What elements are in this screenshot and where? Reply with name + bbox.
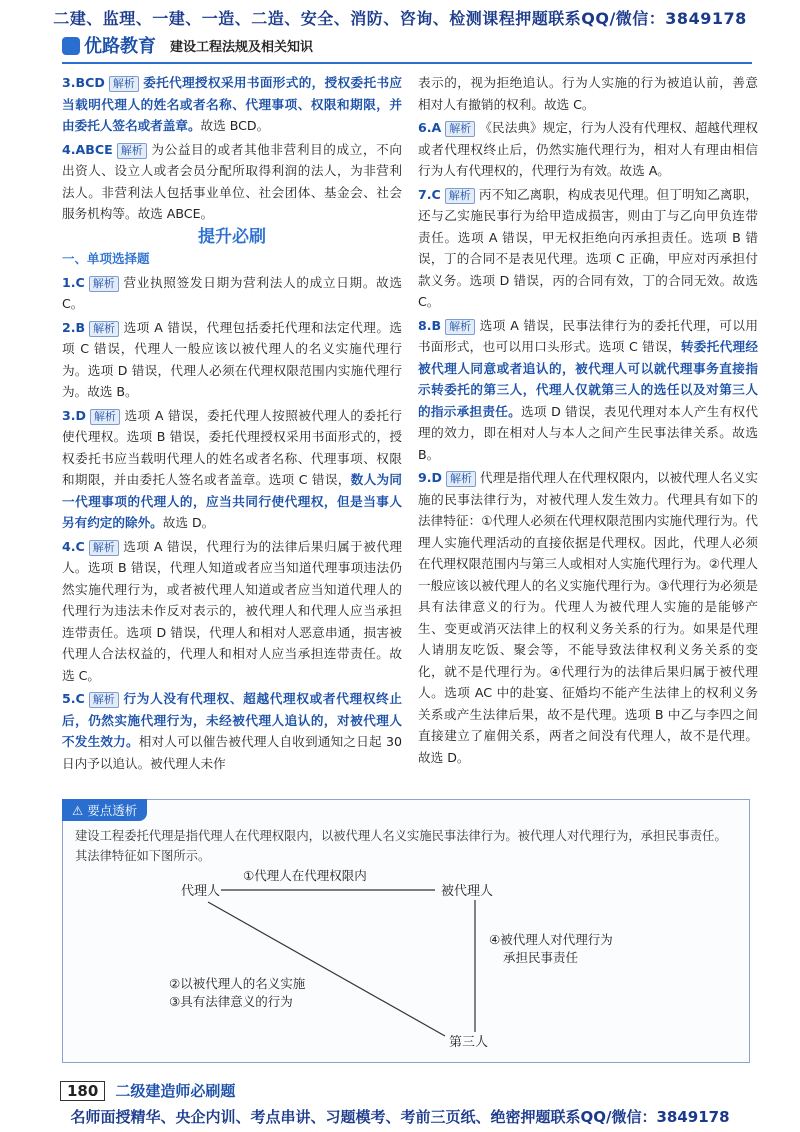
analysis-tag: 解析 [89, 321, 119, 337]
answer-item [418, 467, 758, 768]
analysis-tag: 解析 [89, 540, 119, 556]
answer-number: 8.B [418, 317, 442, 333]
answer-highlight: 转委托代理经被代理人同意或者追认的，被代理人可以就代理事务直接指示转委托的第三人，代理人仅就第三人的选任以及对第三人的指示承担责任。 [418, 339, 758, 419]
analysis-tag: 解析 [89, 692, 119, 708]
answer-number: 5.C [62, 691, 85, 706]
answer-item [62, 272, 402, 315]
answer-item [418, 184, 758, 313]
answer-text: 选项 A 错误，委托代理人按照被代理人的委托行使代理权。选项 B 错误，委托代理授权采用书面形式的，授权委托书应当载明代理人的姓名或者名称、代理事项、权限和期限，并由委托人签名或者盖章。选项 C 错误， [62, 407, 402, 487]
answer-text: 表示的，视为拒绝追认。行为人实施的行为被追认前，善意相对人有撤销的权利。故选 C。 [418, 75, 758, 112]
answer-text: 丙不知乙离职，构成表见代理。但丁明知乙离职，还与乙实施民事行为给甲造成损害，则由丁与乙向甲负连带责任。选项 A 错误，甲无权拒绝向丙承担责任。选项 B 错误，丁的合同不是表见代理。选项 C 正确，甲应对丙承担付款义务。选项 D 错误，丙的合同有效，丁的合同无效。故选 C。 [418, 186, 758, 309]
analysis-tag: 解析 [89, 276, 119, 292]
answer-number: 3.D [62, 407, 87, 423]
subject-title: 建设工程法规及相关知识 [170, 39, 314, 55]
answer-item [62, 139, 402, 225]
key-points-tag-label: 要点透析 [87, 803, 138, 818]
answer-text: 为公益目的或者其他非营利目的成立，不向出资人、设立人或者会员分配所取得利润的法人，为非营利法人。非营利法人包括事业单位、社会团体、基金会、社会服务机构等。故选 ABCE。 [62, 141, 402, 221]
node-principal: 被代理人 [441, 884, 494, 899]
answer-item [418, 117, 758, 182]
label-liability-1: ④被代理人对代理行为 [489, 932, 613, 947]
answer-text: 《民法典》规定，行为人没有代理权、超越代理权或者代理权终止后，仍然实施代理行为，相对人有理由相信行为人有代理权的，代理行为有效。故选 A。 [418, 120, 758, 178]
answer-number: 3.BCD [62, 75, 105, 90]
answer-item [62, 317, 402, 403]
answer-text: 选项 A 错误，代理包括委托代理和法定代理。选项 C 错误，代理人一般应该以被代理人的名义实施代理行为。选项 D 错误，代理人必须在代理权限范围内实施代理行为。故选 B。 [62, 319, 402, 399]
top-banner: 二建、监理、一建、一造、二造、安全、消防、咨询、检测课程押题联系QQ/微信：3849178 [53, 9, 747, 28]
brand-logo [62, 32, 156, 58]
left-column [62, 72, 402, 776]
answer-item [62, 405, 402, 534]
page-number: 180 [60, 1081, 105, 1101]
answer-item [418, 72, 758, 115]
analysis-tag: 解析 [109, 76, 139, 92]
logo-text: 优路教育 [84, 36, 156, 57]
analysis-tag: 解析 [445, 319, 475, 335]
answer-number: 4.C [62, 538, 85, 554]
answer-highlight: 行为人没有代理权、超越代理权或者代理权终止后，仍然实施代理行为，未经被代理人追认的，对被代理人不发生效力。 [62, 691, 402, 749]
answer-item [62, 72, 402, 137]
answer-number: 6.A [418, 120, 442, 135]
node-third: 第三人 [449, 1035, 489, 1050]
answer-text: 代理是指代理人在代理权限内，以被代理人名义实施的民事法律行为，对被代理人发生效力。代理具有如下的法律特征：①代理人必须在代理权限范围内实施代理行为。代理人实施代理活动的直接依据是代理权。因此，代理人必须在代理权限范围内与第三人或相对人实施代理行为。②代理人一般应该以被代理人的名义实施代理行为。③代理行为必须是具有法律意义的行为。代理人为被代理人实施的是能够产生、变更或消灭法律上的权利义务关系的行为。如果是代理人请朋友吃饭、聚会等，不能导致法律权利义务关系的变化，就不是代理行为。④代理行为的法律后果归属于被代理人。选项 AC 中的赴宴、征婚均不能产生法律上的权利义务关系或产生法律后果，故不是代理。选项 B 中乙与李四之间直接建立了雇佣关系，两者之间没有代理人，故不是代理。故选 D。 [418, 470, 758, 765]
answer-text-tail: 相对人可以催告被代理人自收到通知之日起 30 日内予以追认。被代理人未作 [62, 734, 403, 771]
label-authority-scope: ①代理人在代理权限内 [243, 868, 367, 883]
analysis-tag: 解析 [90, 409, 120, 425]
answer-number: 2.B [62, 319, 86, 335]
key-points-text: 建设工程委托代理是指代理人在代理权限内，以被代理人名义实施民事法律行为。被代理人对代理行为，承担民事责任。其法律特征如下图所示。 [75, 829, 727, 863]
analysis-tag: 解析 [117, 143, 147, 159]
logo-icon [62, 37, 80, 55]
answer-highlight: 委托代理授权采用书面形式的，授权委托书应当载明代理人的姓名或者名称、代理事项、权限和期限，并由委托人签名或者盖章。 [62, 75, 402, 133]
agency-diagram [63, 800, 749, 1062]
key-points-tag: ⚠ 要点透析 [62, 799, 147, 821]
answer-text: 选项 A 错误，代理行为的法律后果归属于被代理人。选项 B 错误，代理人知道或者应当知道代理事项违法仍然实施代理行为，或者被代理人知道或者应当知道代理人的代理行为违法未作反对表示的，被代理人和代理人应当承担连带责任。选项 D 错误，代理人和相对人恶意串通，损害被代理人合法权益的，代理人和相对人应当承担连带责任。故选 C。 [62, 538, 402, 683]
answer-number: 1.C [62, 274, 85, 290]
section-title: 提升必刷 [198, 226, 266, 247]
edge-agent-third [208, 902, 445, 1036]
page-footer [60, 1080, 235, 1101]
answer-text-tail: 选项 D 错误，表见代理对本人产生有权代理的效力，即在相对人与本人之间产生民事法律关系。故选 B。 [418, 403, 758, 462]
label-liability-2: 承担民事责任 [503, 950, 579, 965]
label-in-name-of: ②以被代理人的名义实施 [169, 976, 306, 991]
book-title: 二级建造师必刷题 [115, 1082, 236, 1100]
answer-number: 9.D [418, 470, 443, 485]
sub-title: 一、单项选择题 [62, 251, 150, 266]
page-header [62, 32, 313, 58]
analysis-tag: 解析 [445, 188, 475, 204]
answer-text-tail: 故选 BCD。 [200, 118, 270, 133]
answer-text: 营业执照签发日期为营利法人的成立日期。故选 C。 [62, 274, 402, 311]
answer-item [418, 315, 758, 466]
answer-text: 选项 A 错误，民事法律行为的委托代理，可以用书面形式，也可以用口头形式。选项 C 错误， [418, 317, 758, 354]
node-agent: 代理人 [181, 884, 221, 899]
analysis-tag: 解析 [445, 121, 475, 137]
answer-item [62, 536, 402, 687]
header-divider [62, 62, 752, 64]
answer-highlight: 数人为同一代理事项的代理人的，应当共同行使代理权，但是当事人另有约定的除外。 [62, 472, 402, 530]
analysis-tag: 解析 [446, 471, 476, 487]
answer-text-tail: 故选 D。 [162, 515, 215, 530]
label-legal-significance: ③具有法律意义的行为 [169, 994, 293, 1009]
answer-item [62, 688, 402, 774]
footer-banner: 名师面授精华、央企内训、考点串讲、习题模考、考前三页纸、绝密押题联系QQ/微信：3849178 [70, 1108, 730, 1126]
right-column [418, 72, 758, 770]
answer-number: 7.C [418, 186, 441, 202]
key-points-box [62, 799, 750, 1063]
answer-number: 4.ABCE [62, 141, 113, 157]
